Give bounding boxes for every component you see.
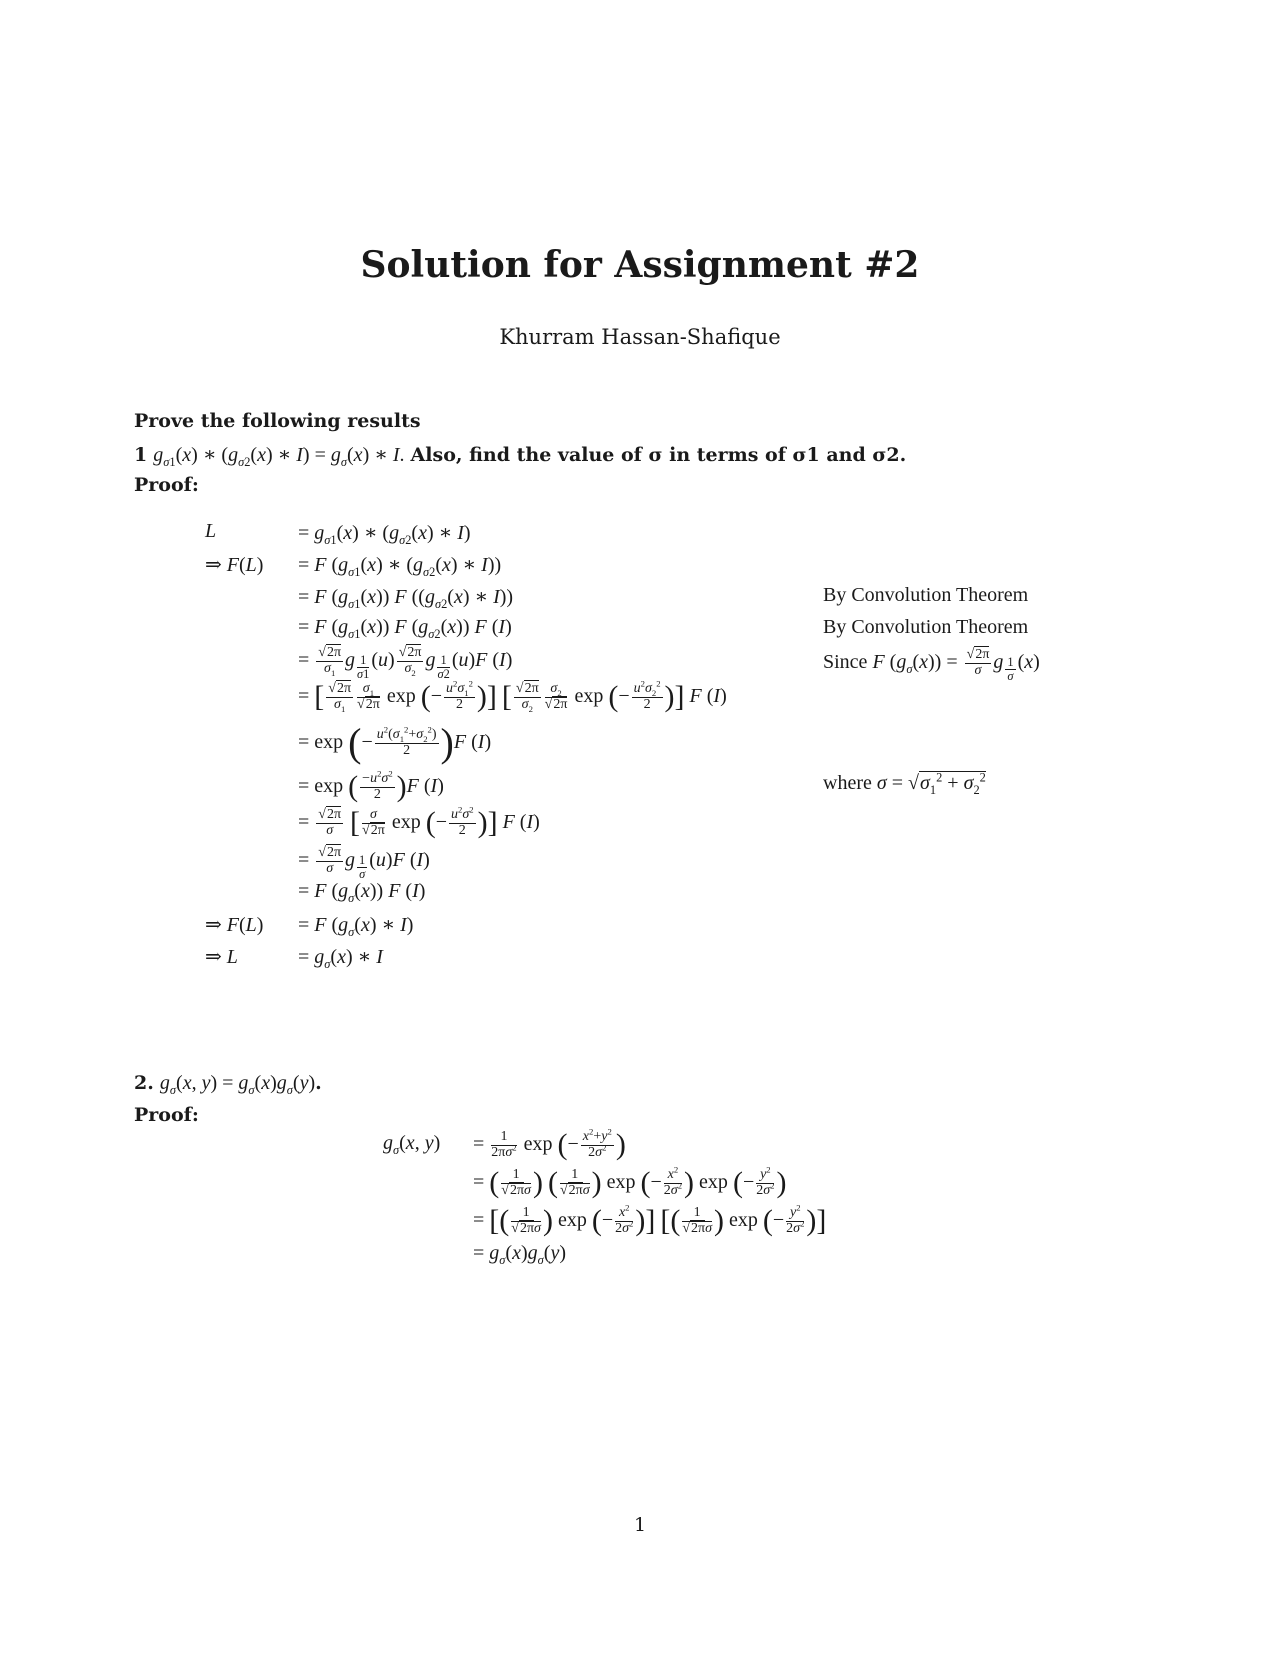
problem1-number: 1 <box>134 444 148 466</box>
document-title: Solution for Assignment #2 <box>360 244 920 286</box>
p1-step-4: = $\frac{√2\pi}{\sigma_1}$ g $_{\frac{1}{\sigma 1}}$ (u) $\frac{√2\pi}{\sigma_2}$ g $_{\frac{1}{\sigma 2}}$ (u)F (I) <box>298 645 513 682</box>
p1-lhs-1: ⇒ F(L) <box>205 554 264 576</box>
p1-step-6: = exp (− $\frac{u^2(\sigma_1^2+\sigma_2^2)}{2}$ )F (I) <box>298 720 492 766</box>
note-since: Since F $(g_\sigma(x))$ = $\frac{√2\pi}{\sigma}$ g $_{\frac{1}{\sigma}}$ (x) <box>823 647 1040 684</box>
problem1-question: Also, find the value of σ in terms of σ1 and σ2. <box>410 444 907 466</box>
p1-step-5: = [ $\frac{√2\pi}{\sigma_1}$ $\frac{\sigma_1}{√2\pi}$ exp (− $\frac{u^2\sigma_1^2}{2}$ )] [ $\frac{√2\pi}{\sigma_2}$ $\frac{\sigma_2}{√2\pi}$ exp (− $\frac{u^2\sigma_2^2}{2}$ )] F (I) <box>298 678 727 714</box>
p1-step-12: = $g_\sigma(x)$ ∗ I <box>298 946 383 971</box>
p2-step-2: = [( $\frac{1}{√2\pi\sigma}$ ) exp (− $\frac{x^2}{2\sigma^2}$ )] [( $\frac{1}{√2\pi\sigma}$ ) exp (− $\frac{y^2}{2\sigma^2}$ )] <box>473 1202 827 1238</box>
problem2-statement: 2. $g_\sigma(x$, $y) = g_\sigma(x)g_\sigma(y)$. <box>134 1072 322 1097</box>
problem2-proof-label: Proof: <box>134 1104 199 1126</box>
p2-step-3: = $g_\sigma(x)g_\sigma(y)$ <box>473 1242 566 1267</box>
p1-lhs-11: ⇒ F(L) <box>205 914 264 936</box>
p1-lhs-0: L <box>205 520 217 542</box>
document-author: Khurram Hassan-Shafique <box>499 325 781 349</box>
problem1-proof-label: Proof: <box>134 474 199 496</box>
note-convolution-2: By Convolution Theorem <box>823 616 1029 638</box>
p2-step-0: = $\frac{1}{2\pi\sigma^2}$ exp (− $\frac{x^2+y^2}{2\sigma^2}$ ) <box>473 1126 626 1162</box>
p1-step-7: = exp ( $\frac{-u^2\sigma^2}{2}$ )F (I) <box>298 768 444 804</box>
p1-lhs-12: ⇒ L <box>205 946 238 968</box>
p2-lhs-0: $g_\sigma(x$, y) <box>383 1132 441 1157</box>
p2-step-1: = ( $\frac{1}{√2\pi\sigma}$ ) ( $\frac{1}{√2\pi\sigma}$ ) exp (− $\frac{x^2}{2\sigma^2}$ ) exp (− $\frac{y^2}{2\sigma^2}$ ) <box>473 1164 787 1200</box>
p1-step-11: = F ($g_\sigma(x)$ ∗ I) <box>298 914 414 939</box>
problem2-equation: $g_\sigma(x$, $y) = g_\sigma(x)g_\sigma(y)$ <box>159 1072 316 1097</box>
note-convolution-1: By Convolution Theorem <box>823 584 1029 606</box>
p1-step-2: = F $(g_{\sigma 1}(x))$ F (($g_{\sigma 2}(x)$ ∗ I)) <box>298 586 514 611</box>
page-number: 1 <box>633 1514 647 1536</box>
p1-step-1: = F ($g_{\sigma 1}(x)$ ∗ ($g_{\sigma 2}(x)$ ∗ I)) <box>298 554 502 579</box>
problem1-statement <box>134 442 906 467</box>
p1-step-10: = F $(g_\sigma(x))$ F (I) <box>298 880 426 905</box>
problem1-equation: $g_{\sigma 1}(x)$ ∗ ($g_{\sigma 2}(x)$ ∗ $I) = g_\sigma(x)$ ∗ I. <box>153 444 405 469</box>
problem2-number: 2. <box>134 1072 154 1094</box>
p1-step-0: = $g_{\sigma 1}(x)$ ∗ ($g_{\sigma 2}(x)$ ∗ I) <box>298 522 471 547</box>
p1-step-9: = $\frac{√2\pi}{\sigma}$ g $_{\frac{1}{\sigma}}$ (u)F (I) <box>298 845 430 882</box>
p1-step-3: = F $(g_{\sigma 1}(x))$ F $(g_{\sigma 2}(x))$ F (I) <box>298 616 512 641</box>
note-where-sigma: where $\sigma = √\sigma_1^2 + \sigma_2^2$ <box>823 770 986 797</box>
p1-step-8: = $\frac{√2\pi}{\sigma}$ [ $\frac{\sigma}{√2\pi}$ exp (− $\frac{u^2\sigma^2}{2}$ )] F (I) <box>298 804 540 840</box>
section-heading: Prove the following results <box>134 410 421 432</box>
